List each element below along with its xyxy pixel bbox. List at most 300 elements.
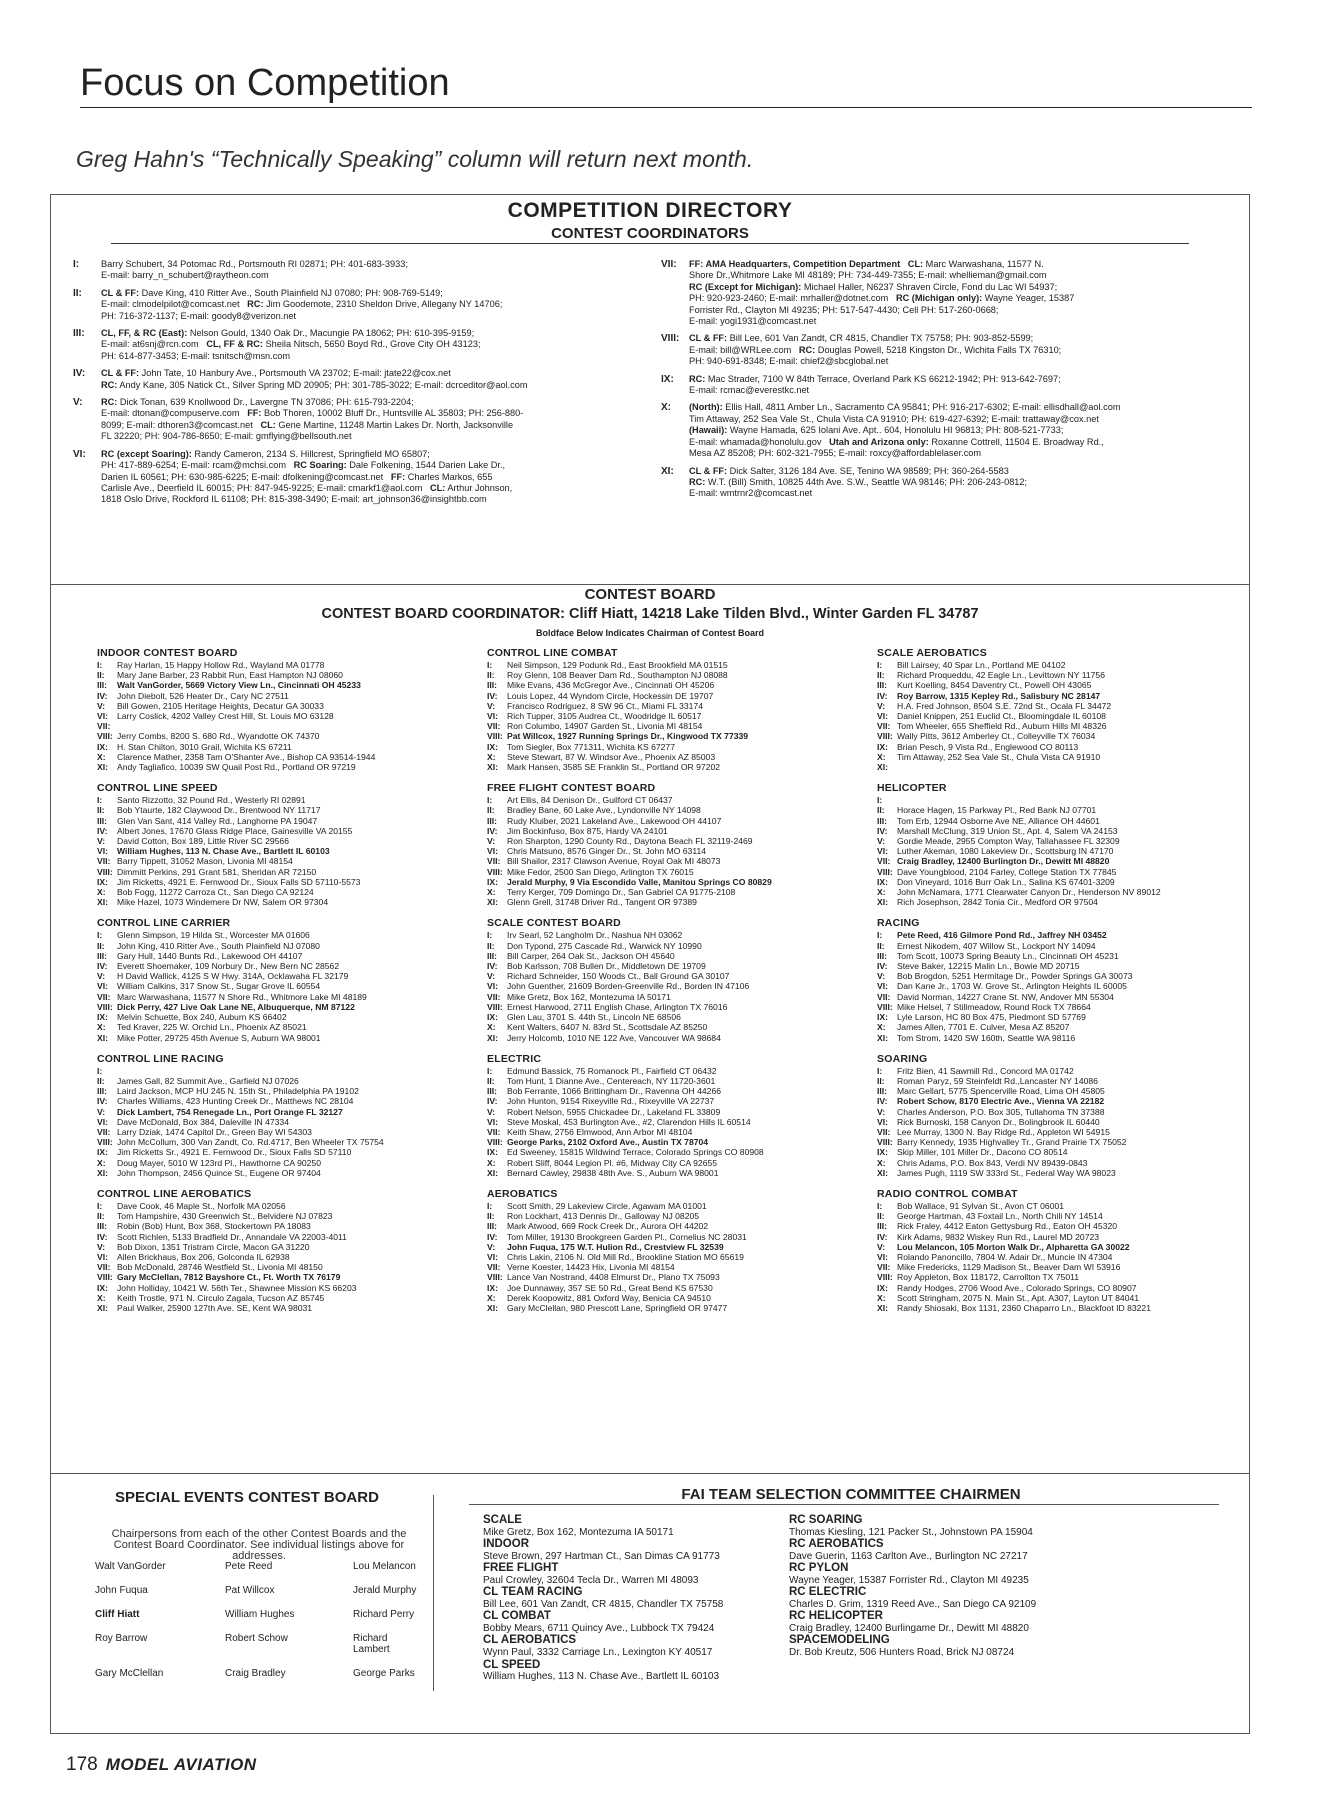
member-address: Charles Williams, 423 Hunting Creek Dr., Matthews NC 28104 — [117, 1096, 354, 1107]
board-member — [97, 721, 472, 731]
region-number: VIII: — [487, 731, 503, 742]
board-member — [487, 816, 862, 826]
region-number: VI: — [487, 1251, 498, 1262]
board-member — [877, 691, 1252, 701]
member-address: Steve Stewart, 87 W. Windsor Ave., Phoenix AZ 85003 — [507, 751, 716, 762]
board-column-2 — [487, 647, 862, 1323]
chairperson-name: George Parks — [353, 1668, 415, 1679]
region-number: IV: — [97, 825, 108, 836]
board-member — [487, 1002, 862, 1012]
member-address: Lyle Larson, HC 80 Box 475, Piedmont SD 57769 — [897, 1012, 1086, 1023]
coordinator-region — [73, 368, 648, 391]
board-member — [97, 805, 472, 815]
section-heading: INDOOR CONTEST BOARD — [97, 647, 238, 659]
chairperson-name: Pat Willcox — [225, 1585, 275, 1596]
member-address: Dick Lambert, 754 Renegade Ln., Port Orange FL 32127 — [117, 1106, 343, 1117]
board-member — [97, 816, 472, 826]
board-member — [97, 711, 472, 721]
member-address: Gary Hull, 1440 Bunts Rd., Lakewood OH 44107 — [117, 950, 303, 961]
board-member — [97, 1221, 472, 1231]
chairperson-name: Roy Barrow — [95, 1633, 148, 1644]
region-number: III: — [877, 1221, 888, 1232]
region-number: I: — [877, 930, 883, 941]
board-member — [97, 795, 472, 805]
member-address: John McNamara, 1771 Clearwater Canyon Dr., Henderson NV 89012 — [897, 887, 1161, 898]
contest-board-section — [97, 782, 472, 907]
section-heading: FREE FLIGHT CONTEST BOARD — [487, 782, 656, 795]
region-number: IV: — [877, 1096, 888, 1107]
region-number: III: — [487, 815, 498, 826]
region-number: VII: — [97, 1126, 111, 1137]
region-coordinators: CL & FF: Dick Salter, 3126 184 Ave. SE, Tenino WA 98589; PH: 360-264-5583 RC: W.T. (Bill) Smith, 10825 44th Ave. S.W., Seattle WA 98146; PH: 206-243-0812; E-mail: wmtrnr2@comcast.net — [689, 465, 1028, 499]
member-address: Tom Siegler, Box 771311, Wichita KS 67277 — [507, 741, 675, 752]
coordinator-region — [73, 259, 648, 282]
chairperson-name: William Hughes — [225, 1609, 295, 1620]
region-number: V: — [487, 1241, 496, 1252]
board-member — [487, 961, 862, 971]
contest-board-section — [877, 647, 1252, 772]
member-address: John King, 410 Ritter Ave., South Plainfield NJ 07080 — [117, 940, 320, 951]
board-member — [487, 867, 862, 877]
member-address: Rudy Kluiber, 2021 Lakeland Ave., Lakewood OH 44107 — [507, 815, 722, 826]
chairperson-name: Lou Melancon — [353, 1561, 416, 1572]
board-column-3 — [877, 647, 1252, 1323]
member-address: Paul Walker, 25900 127th Ave. SE, Kent WA 98031 — [117, 1302, 313, 1313]
board-member — [877, 1221, 1252, 1231]
member-address: Marshall McClung, 319 Union St., Apt. 4, Salem VA 24153 — [897, 825, 1118, 836]
region-number: X: — [487, 1157, 496, 1168]
region-number: XI: — [877, 762, 888, 773]
member-address: Don Vineyard, 1016 Burr Oak Ln., Salina KS 67401-3209 — [897, 876, 1115, 887]
member-address: Bob McDonald, 28746 Westfield St., Livonia MI 48150 — [117, 1262, 323, 1273]
board-member — [877, 670, 1252, 680]
fai-category: RC AEROBATICS — [789, 1538, 884, 1551]
contest-board-section — [487, 647, 862, 772]
region-number: X: — [97, 887, 106, 898]
region-number: XI: — [487, 1032, 498, 1043]
member-address: Bob Brogdon, 5251 Hermitage Dr., Powder Springs GA 30073 — [897, 971, 1133, 982]
region-number: VII: — [97, 991, 111, 1002]
board-member — [97, 1168, 472, 1178]
region-number: III: — [97, 680, 108, 691]
competition-directory — [50, 194, 1250, 1734]
region-number: VI: — [97, 711, 108, 722]
region-number: I: — [877, 660, 883, 670]
member-address: Luther Akeman, 1080 Lakeview Dr., Scottsburg IN 47170 — [897, 846, 1114, 857]
member-address: Charles Anderson, P.O. Box 305, Tullahoma TN 37388 — [897, 1106, 1105, 1117]
board-member — [97, 1107, 472, 1117]
member-address: Ron Columbo, 14907 Garden St., Livonia MI 48154 — [507, 721, 703, 732]
member-address: Marc Gellart, 5775 Spencerville Road, Lima OH 45805 — [897, 1086, 1105, 1097]
region-number: IX: — [97, 1147, 108, 1158]
board-member — [877, 1066, 1252, 1076]
region-number: X: — [487, 751, 496, 762]
region-number: I: — [97, 1200, 103, 1211]
board-member — [877, 1283, 1252, 1293]
board-member — [487, 1293, 862, 1303]
contest-board-section — [97, 917, 472, 1042]
board-member — [877, 1242, 1252, 1252]
member-address: Skip Miller, 101 Miller Dr., Dacono CO 80514 — [897, 1147, 1068, 1158]
region-number: I: — [97, 795, 103, 806]
contest-board-section — [877, 1188, 1252, 1313]
board-member — [877, 1158, 1252, 1168]
member-address: Laird Jackson, MCP HU 245 N. 15th St., Philadelphia PA 19102 — [117, 1086, 359, 1097]
contest-board-section — [97, 1188, 472, 1313]
region-number: XI: — [97, 1032, 108, 1043]
member-address: Neil Simpson, 129 Podunk Rd., East Brookfield MA 01515 — [507, 660, 728, 670]
member-address: Bob Fogg, 11272 Carroza Ct., San Diego CA 92124 — [117, 887, 314, 898]
member-address: Dan Kane Jr., 1703 W. Grove St., Arlington Heights IL 60005 — [897, 981, 1127, 992]
fai-category: CL TEAM RACING — [483, 1586, 583, 1599]
coordinator-region — [661, 374, 1241, 397]
member-address: Santo Rizzotto, 32 Pound Rd., Westerly RI 02891 — [117, 795, 306, 806]
board-member — [487, 1022, 862, 1032]
member-address: Tim Attaway, 252 Sea Vale St., Chula Vista CA 91910 — [897, 751, 1101, 762]
region-number: II: — [487, 805, 495, 816]
board-member — [877, 1211, 1252, 1221]
region-number: VII: — [487, 1126, 501, 1137]
board-member — [877, 1096, 1252, 1106]
board-member — [487, 1033, 862, 1043]
region-number: VIII: — [97, 866, 113, 877]
region-number: VIII: — [487, 1272, 503, 1283]
board-member — [877, 1293, 1252, 1303]
fai-title: FAI TEAM SELECTION COMMITTEE CHAIRMEN — [681, 1486, 1021, 1503]
region-number: III: — [97, 1086, 108, 1097]
member-address: Larry Dziak, 1474 Capitol Dr., Green Bay WI 54303 — [117, 1126, 312, 1137]
board-member — [97, 877, 472, 887]
fai-category: INDOOR — [483, 1538, 529, 1551]
member-address: William Hughes, 113 N. Chase Ave., Bartlett IL 60103 — [117, 846, 330, 857]
special-events-names — [95, 1561, 425, 1679]
member-address: Roy Barrow, 1315 Kepley Rd., Salisbury NC 28147 — [897, 690, 1101, 701]
region-number: X: — [487, 1022, 496, 1033]
region-number: V: — [97, 700, 106, 711]
section-heading: RADIO CONTROL COMBAT — [877, 1187, 1018, 1200]
region-number: III: — [487, 1221, 498, 1232]
region-number: IX: — [877, 876, 888, 887]
chairperson-name: Jerald Murphy — [353, 1585, 417, 1596]
region-number: V: — [487, 700, 496, 711]
fai-right-column — [789, 1514, 1119, 1659]
contest-board-section — [487, 1053, 862, 1178]
region-number: VII: — [97, 1262, 111, 1273]
region-number: VII: — [877, 1126, 891, 1137]
region-coordinators: (North): Ellis Hall, 4811 Amber Ln., Sacramento CA 95841; PH: 916-217-6302; E-mail: ellisdhall@aol.com Tim Attaway, 252 Sea Vale St., Chula Vista CA 91910; PH: 619-427-6392; E-mail: trattaway@cox.net (Hawaii): Wayne Hamada, 625 Iolani Ave. Apt.. 604, Honolulu HI 96813; PH: 808-521-7733; E-mail: whamada@honolulu.gov Utah and Arizona only: Roxanne Cottrell, 11504 E. Broadway Rd., Mesa AZ 85208; PH: 602-321-7955; E-mail: roxcy@affordablelaser.com — [689, 402, 1121, 459]
region-number: II: — [877, 1075, 885, 1086]
member-address: Bill Gowen, 2105 Heritage Heights, Decatur GA 30033 — [117, 700, 324, 711]
board-member — [877, 1147, 1252, 1157]
board-member — [877, 1168, 1252, 1178]
region-number: I: — [97, 1065, 103, 1076]
region-number: X: — [877, 1022, 886, 1033]
board-member — [487, 1211, 862, 1221]
member-address: Glenn Simpson, 19 Hilda St., Worcester MA 01606 — [117, 930, 310, 941]
region-number: XI: — [877, 897, 888, 908]
member-address: Gordie Meade, 2955 Compton Way, Tallahassee FL 32309 — [897, 836, 1120, 847]
chairperson-name: John Fuqua — [95, 1585, 148, 1596]
region-number: II: — [877, 670, 885, 681]
region-number: XI: — [877, 1032, 888, 1043]
board-column-1 — [97, 647, 472, 1323]
member-address: Roy Glenn, 108 Beaver Dam Rd., Southampton NJ 08088 — [507, 670, 728, 681]
board-member — [487, 1158, 862, 1168]
region-number: IV: — [97, 1096, 108, 1107]
region-coordinators: CL & FF: John Tate, 10 Hanbury Ave., Portsmouth VA 23702; E-mail: jtate22@cox.net RC: Andy Kane, 305 Natick Ct., Silver Spring MD 20905; PH: 301-785-3022; E-mail: dcrceditor@aol.com — [101, 368, 528, 390]
region-number: VI: — [877, 1116, 888, 1127]
board-member — [877, 701, 1252, 711]
chairperson-name: Robert Schow — [225, 1633, 288, 1644]
region-number: XI: — [487, 762, 498, 773]
region-number: III: — [487, 950, 498, 961]
board-member — [877, 1201, 1252, 1211]
board-member — [97, 1066, 472, 1076]
board-member — [877, 856, 1252, 866]
member-address: Tom Scott, 10073 Spring Beauty Ln., Cincinnati OH 45231 — [897, 950, 1119, 961]
coordinators-left-column — [73, 259, 648, 512]
board-member — [487, 981, 862, 991]
region-number: XI: — [661, 465, 674, 477]
region-number: XI: — [97, 897, 108, 908]
board-member — [487, 1076, 862, 1086]
board-member — [877, 1252, 1252, 1262]
region-number: IX: — [877, 1147, 888, 1158]
fai-category: RC PYLON — [789, 1562, 849, 1575]
region-number: I: — [73, 259, 80, 270]
board-member — [97, 752, 472, 762]
member-address: H David Wallick, 4125 S W Hwy. 314A, Ocklawaha FL 32179 — [117, 971, 349, 982]
region-number: II: — [877, 940, 885, 951]
member-address — [117, 721, 472, 731]
region-number: I: — [487, 1200, 493, 1211]
member-address: Larry Coslick, 4202 Valley Crest Hill, St. Louis MO 63128 — [117, 711, 334, 722]
member-address: Tom Erb, 12944 Osborne Ave NE, Alliance OH 44601 — [897, 815, 1100, 826]
region-number: IX: — [97, 1282, 108, 1293]
member-address: Mike Helsel, 7 Stillmeadow, Round Rock TX 78664 — [897, 1001, 1091, 1012]
contest-board-section — [877, 1053, 1252, 1178]
board-member — [97, 856, 472, 866]
region-number: III: — [877, 950, 888, 961]
member-address: John Thompson, 2456 Quince St., Eugene OR 97404 — [117, 1167, 321, 1178]
board-member — [877, 951, 1252, 961]
member-address: Jerald Murphy, 9 Via Escondido Valle, Manitou Springs CO 80829 — [507, 876, 772, 887]
member-address: Kurt Koelling, 8454 Daventry Ct., Powell OH 43065 — [897, 680, 1092, 691]
member-address: William Calkins, 317 Snow St., Sugar Grove IL 60554 — [117, 981, 321, 992]
region-number: X: — [487, 1292, 496, 1303]
board-member — [487, 795, 862, 805]
board-member — [877, 961, 1252, 971]
region-number: I: — [487, 660, 493, 670]
region-number: VIII: — [487, 1137, 503, 1148]
region-number: XI: — [877, 1302, 888, 1313]
board-member — [877, 1303, 1252, 1313]
region-coordinators: RC: Dick Tonan, 639 Knollwood Dr., Lavergne TN 37086; PH: 615-793-2204; E-mail: dtonan@compuserve.com FF: Bob Thoren, 10002 Bluff Dr., Huntsville AL 35803; PH: 256-880- 8099; E-mail: dthoren3@comcast.net CL: Gene Martine, 11248 Martin Lakes Dr. North, Jacksonville FL 32220; PH: 904-786-8650; E-mail: gmflying@bellsouth.net — [101, 397, 524, 442]
member-address: Glen Van Sant, 414 Valley Rd., Langhorne PA 19047 — [117, 815, 318, 826]
member-address: Scott Smith, 29 Lakeview Circle, Agawam MA 01001 — [507, 1200, 707, 1211]
region-number: II: — [487, 1075, 495, 1086]
region-number: IV: — [487, 1096, 498, 1107]
region-number: VII: — [487, 991, 501, 1002]
region-number: IV: — [487, 825, 498, 836]
region-number: III: — [487, 1086, 498, 1097]
member-address: Bob Ytaurte, 182 Claywood Dr., Brentwood NY 11717 — [117, 805, 321, 816]
board-member — [877, 742, 1252, 752]
region-number: IV: — [97, 961, 108, 972]
region-number: II: — [97, 1211, 105, 1222]
board-member — [97, 887, 472, 897]
board-member — [97, 1242, 472, 1252]
section-heading: CONTROL LINE COMBAT — [487, 647, 618, 659]
member-address: Gary McClellan, 980 Prescott Lane, Springfield OR 97477 — [507, 1302, 728, 1313]
member-address: Fritz Bien, 41 Sawmill Rd., Concord MA 01742 — [897, 1065, 1074, 1076]
region-number: IV: — [877, 825, 888, 836]
board-member — [877, 867, 1252, 877]
member-address: Glen Lau, 3701 S. 44th St., Lincoln NE 68506 — [507, 1012, 681, 1023]
member-address: Roman Paryz, 59 Steinfeldt Rd.,Lancaster NY 14086 — [897, 1075, 1098, 1086]
region-number: XI: — [97, 762, 108, 773]
region-number: V: — [877, 1241, 886, 1252]
region-number: VII: — [877, 856, 891, 867]
region-number: V: — [97, 971, 106, 982]
board-member — [877, 762, 1252, 772]
member-address: Randy Shiosaki, Box 1131, 2360 Chaparro Ln., Blackfoot ID 83221 — [897, 1302, 1151, 1313]
member-address: Pat Willcox, 1927 Running Springs Dr., Kingwood TX 77339 — [507, 731, 749, 742]
coordinators-right-column — [661, 259, 1241, 506]
member-address: Steve Moskal, 453 Burlington Ave., #2, Clarendon Hills IL 60514 — [507, 1116, 751, 1127]
column-note: Greg Hahn's “Technically Speaking” column will return next month. — [76, 146, 754, 172]
region-number: II: — [97, 1075, 105, 1086]
board-member — [877, 1107, 1252, 1117]
board-member — [487, 897, 862, 907]
region-number: IX: — [877, 1012, 888, 1023]
member-address: Bradley Bane, 60 Lake Ave., Lyndonville NY 14098 — [507, 805, 701, 816]
board-member — [487, 1086, 862, 1096]
board-member — [877, 1117, 1252, 1127]
board-member — [97, 1096, 472, 1106]
board-member — [487, 680, 862, 690]
member-address: Ron Lockhart, 413 Dennis Dr., Galloway NJ 08205 — [507, 1211, 700, 1222]
member-address: Daniel Knippen, 251 Euclid Ct., Bloomingdale IL 60108 — [897, 711, 1106, 722]
region-number: III: — [73, 328, 85, 340]
board-member — [487, 1242, 862, 1252]
member-address: Gary McClellan, 7812 Bayshore Ct., Ft. Worth TX 76179 — [117, 1272, 341, 1283]
board-member — [97, 981, 472, 991]
member-address: Lance Van Nostrand, 4408 Elmurst Dr., Plano TX 75093 — [507, 1272, 720, 1283]
region-number: VIII: — [97, 1137, 113, 1148]
board-member — [487, 1201, 862, 1211]
board-member — [97, 1293, 472, 1303]
board-member — [97, 1117, 472, 1127]
member-address: Bill Lairsey, 40 Spar Ln., Portland ME 04102 — [897, 660, 1066, 670]
page-footer — [66, 1754, 257, 1776]
member-address: Mary Jane Barber, 23 Rabbit Run, East Hampton NJ 08060 — [117, 670, 343, 681]
member-address: Robert Schow, 8170 Electric Ave., Vienna VA 22182 — [897, 1096, 1105, 1107]
member-address: George Hartman, 43 Foxtail Ln., North Chili NY 14514 — [897, 1211, 1103, 1222]
fai-category: FREE FLIGHT — [483, 1562, 559, 1575]
member-address: H.A. Fred Johnson, 8504 S.E. 72nd St., Ocala FL 34472 — [897, 700, 1112, 711]
region-number: V: — [877, 971, 886, 982]
board-member — [877, 981, 1252, 991]
region-number: VIII: — [877, 1137, 893, 1148]
member-address: Ray Harlan, 15 Happy Hollow Rd., Wayland MA 01778 — [117, 660, 325, 670]
region-number: VI: — [487, 981, 498, 992]
member-address: Craig Bradley, 12400 Burlington Dr., Dewitt MI 48820 — [897, 856, 1110, 867]
region-number: X: — [877, 751, 886, 762]
coordinator-region — [661, 333, 1241, 367]
region-number: IV: — [877, 690, 888, 701]
board-member — [877, 1232, 1252, 1242]
region-number: X: — [877, 887, 886, 898]
member-address: Rich Josephson, 2842 Tonia Cir., Medford OR 97504 — [897, 897, 1098, 908]
board-member — [97, 826, 472, 836]
special-events-title: SPECIAL EVENTS CONTEST BOARD — [115, 1489, 379, 1506]
member-address: Tom Hampshire, 430 Greenwich St., Belvidere NJ 07823 — [117, 1211, 333, 1222]
fai-chairman: Bill Lee, 601 Van Zandt, CR 4815, Chandler TX 75758 — [483, 1598, 724, 1610]
region-number: IV: — [487, 1231, 498, 1242]
region-number: I: — [487, 930, 493, 941]
board-member — [487, 1272, 862, 1282]
section-heading: RACING — [877, 917, 920, 930]
board-member — [97, 1283, 472, 1293]
member-address: Horace Hagen, 15 Parkway Pl., Red Bank NJ 07701 — [897, 805, 1097, 816]
board-member — [97, 836, 472, 846]
board-member — [877, 887, 1252, 897]
member-address: Steve Baker, 12215 Malin Ln., Bowie MD 20715 — [897, 961, 1080, 972]
member-address: John Diebolt, 526 Heater Dr., Cary NC 27511 — [117, 690, 289, 701]
member-address: Louis Lopez, 44 Wyndom Circle, Hockessin DE 19707 — [507, 690, 714, 701]
region-number: XI: — [487, 1167, 498, 1178]
member-address: Andy Tagliafico, 10039 SW Quail Post Rd., Portland OR 97219 — [117, 762, 356, 773]
region-number: IV: — [487, 690, 498, 701]
member-address: Brian Pesch, 9 Vista Rd., Englewood CO 80113 — [897, 741, 1079, 752]
member-address: Dave McDonald, Box 384, Daleville IN 47334 — [117, 1116, 289, 1127]
contest-board-section — [97, 1053, 472, 1178]
member-address: Walt VanGorder, 5669 Victory View Ln., Cincinnati OH 45233 — [117, 680, 361, 691]
member-address: Mike Evans, 436 McGregor Ave., Cincinnati OH 45206 — [507, 680, 715, 691]
region-coordinators: CL, FF, & RC (East): Nelson Gould, 1340 Oak Dr., Macungie PA 18062; PH: 610-395-9159; E-mail: at6snj@rcn.com CL, FF & RC: Sheila Nitsch, 5650 Boyd Rd., Grove City OH 43123; PH: 614-877-3453; E-mail: tsnitsch@msn.com — [101, 328, 481, 361]
board-member — [487, 1303, 862, 1313]
member-address: Ernest Nikodem, 407 Willow St., Lockport NY 14094 — [897, 940, 1096, 951]
chairperson-name: Richard Lambert — [353, 1633, 390, 1655]
board-member — [487, 701, 862, 711]
board-member — [487, 752, 862, 762]
board-member — [877, 795, 1252, 805]
region-number: VIII: — [487, 866, 503, 877]
region-number: XI: — [97, 1302, 108, 1313]
member-address: Rick Fraley, 4412 Eaton Gettysburg Rd., Eaton OH 45320 — [897, 1221, 1118, 1232]
member-address: Terry Kerger, 709 Domingo Dr., San Gabriel CA 91775-2108 — [507, 887, 736, 898]
region-coordinators: RC: Mac Strader, 7100 W 84th Terrace, Overland Park KS 66212-1942; PH: 913-642-7697; E-mail: rcmac@everestkc.net — [689, 373, 1061, 396]
board-member — [97, 1012, 472, 1022]
fai-category: CL AEROBATICS — [483, 1634, 577, 1647]
board-member — [877, 1012, 1252, 1022]
contest-board-section — [877, 917, 1252, 1042]
region-number: IV: — [877, 1231, 888, 1242]
board-member — [877, 680, 1252, 690]
region-number: VIII: — [487, 1001, 503, 1012]
member-address: Randy Hodges, 2706 Wood Ave., Colorado Springs, CO 80907 — [897, 1282, 1137, 1293]
region-number: VII: — [97, 721, 111, 732]
contest-board-coordinator: CONTEST BOARD COORDINATOR: Cliff Hiatt, 14218 Lake Tilden Blvd., Winter Garden FL 34787 — [321, 606, 979, 622]
region-number: II: — [73, 287, 82, 299]
board-member — [97, 971, 472, 981]
section-heading: SOARING — [877, 1052, 928, 1065]
section-heading: CONTROL LINE RACING — [97, 1052, 224, 1065]
board-member — [97, 670, 472, 680]
board-member — [97, 1127, 472, 1137]
member-address — [897, 795, 1252, 805]
